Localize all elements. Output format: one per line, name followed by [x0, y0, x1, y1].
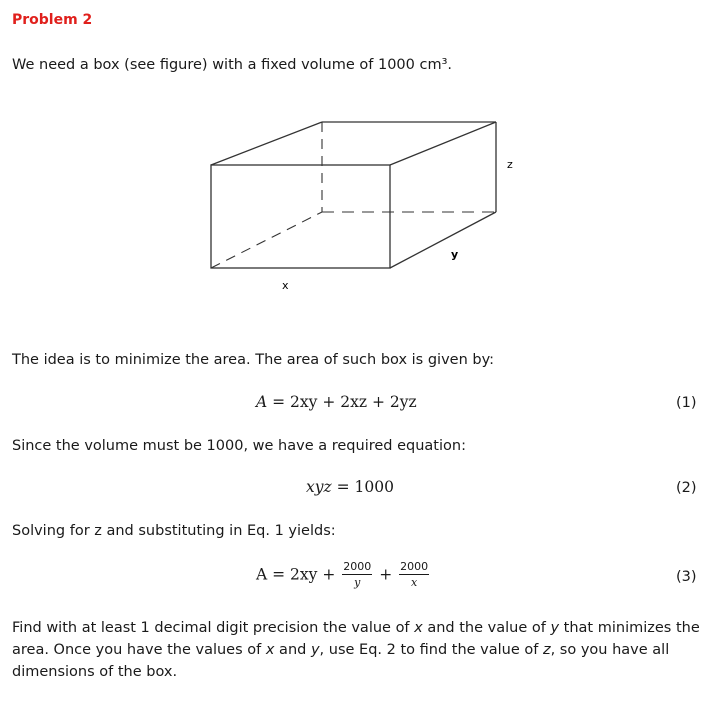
eq3-frac2-numerator: 2000 — [400, 560, 429, 573]
intro-text: We need a box (see figure) with a fixed volume of 1000 cm³. — [12, 57, 453, 73]
equation-1-number: (1) — [676, 395, 697, 411]
label-x: x — [282, 279, 289, 292]
box-bottom-right-edge — [390, 212, 496, 268]
area-intro-text: The idea is to minimize the area. The area of such box is given by: — [12, 352, 494, 368]
eq3-frac2-denominator: x — [411, 576, 418, 589]
box-top-right-edge — [390, 122, 496, 165]
eq2-lhs: xyz — [306, 478, 332, 496]
problem-title: Problem 2 — [12, 12, 93, 28]
equation-3 — [256, 560, 431, 589]
equation-3-number: (3) — [676, 569, 697, 585]
final-part-2: and the value of — [422, 620, 551, 636]
final-var-y2: y — [310, 642, 320, 658]
label-y: y — [451, 248, 459, 261]
equation-2 — [306, 478, 394, 496]
volume-intro-text: Since the volume must be 1000, we have a required equation: — [12, 438, 466, 454]
final-part-6: , so you have all dimensions of the box. — [12, 642, 670, 680]
final-part-5: , use Eq. 2 to find the value of — [319, 642, 543, 658]
final-part-1: Find with at least 1 decimal digit precision the value of — [12, 620, 415, 636]
final-part-3: that minimizes the area. Once you have the values of — [12, 620, 700, 658]
box-figure — [0, 0, 718, 300]
final-var-z: z — [542, 642, 551, 658]
solve-intro-text: Solving for z and substituting in Eq. 1 yields: — [12, 523, 336, 539]
final-var-y1: y — [550, 620, 560, 636]
eq3-frac1-numerator: 2000 — [343, 560, 372, 573]
box-front-face — [211, 165, 390, 268]
final-instructions — [12, 617, 702, 683]
final-part-4: and — [274, 642, 311, 658]
eq3-fraction-2 — [399, 560, 429, 589]
final-var-x1: x — [414, 620, 423, 636]
eq3-lhs: A = 2xy + — [256, 565, 336, 584]
eq3-frac1-denominator: y — [354, 576, 361, 589]
final-var-x2: x — [265, 642, 275, 658]
eq1-rhs: = 2xy + 2xz + 2yz — [272, 393, 417, 411]
eq2-rhs: = 1000 — [336, 478, 394, 496]
box-hidden-left-edge — [211, 212, 322, 268]
eq3-fraction-1 — [342, 560, 372, 589]
label-z: z — [507, 158, 513, 171]
equation-2-number: (2) — [676, 480, 697, 496]
eq3-plus: + — [379, 565, 393, 584]
equation-1 — [256, 393, 417, 411]
eq1-lhs: A — [256, 393, 268, 411]
box-top-left-edge — [211, 122, 322, 165]
